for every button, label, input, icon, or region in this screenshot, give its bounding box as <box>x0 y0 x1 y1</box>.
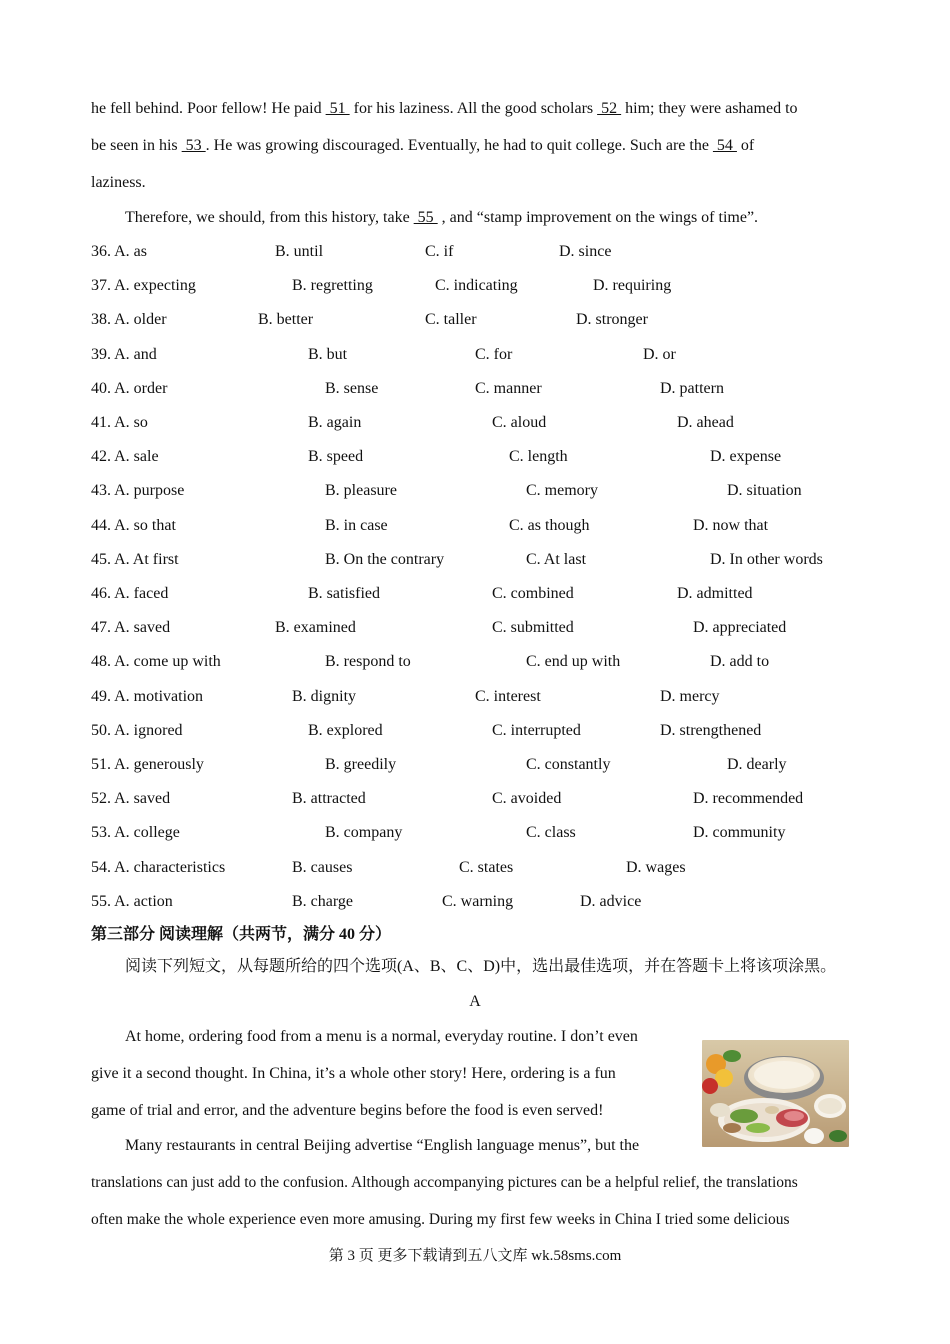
option-a-text: A. so <box>114 414 148 431</box>
option-c: C. end up with <box>526 653 621 670</box>
option-c: C. taller <box>425 311 477 328</box>
question-number: 48. <box>91 653 111 670</box>
text-run: , and “stamp improvement on the wings of time”. <box>437 209 759 226</box>
option-a <box>91 788 170 810</box>
option-b: B. On the contrary <box>325 551 445 568</box>
option-d: D. advice <box>580 893 642 910</box>
option-b: B. regretting <box>292 277 373 294</box>
option-a <box>91 617 170 639</box>
passage-line-4 <box>125 199 865 236</box>
question-row <box>91 720 859 742</box>
text-run: of <box>736 137 755 154</box>
option-d: D. requiring <box>593 277 672 294</box>
option-a <box>91 446 159 468</box>
question-number: 37. <box>91 277 111 294</box>
option-a-text: A. older <box>114 311 167 328</box>
section-heading: 第三部分 阅读理解（共两节，满分 40 分） <box>91 926 392 943</box>
question-number: 38. <box>91 311 111 328</box>
option-b: B. attracted <box>292 790 366 807</box>
option-b: B. better <box>258 311 314 328</box>
hotpot-illustration <box>702 1040 849 1147</box>
option-a-text: A. order <box>114 380 168 397</box>
option-d: D. wages <box>626 859 686 876</box>
blank-51: 51 <box>325 100 350 117</box>
option-d: D. since <box>559 243 612 260</box>
option-c: C. memory <box>526 482 598 499</box>
blank-53: 53 <box>181 137 206 154</box>
question-number: 39. <box>91 346 111 363</box>
option-b: B. in case <box>325 517 388 534</box>
food-photo <box>702 1040 849 1147</box>
option-c: C. submitted <box>492 619 574 636</box>
option-a-text: A. expecting <box>114 277 196 294</box>
option-a-text: A. At first <box>114 551 179 568</box>
option-d: D. or <box>643 346 676 363</box>
option-c: C. class <box>526 824 576 841</box>
passage-line-1 <box>91 90 859 127</box>
option-c: C. states <box>459 859 514 876</box>
question-number: 51. <box>91 756 111 773</box>
question-row <box>91 344 859 366</box>
question-row <box>91 515 859 537</box>
option-c: C. if <box>425 243 454 260</box>
question-number: 47. <box>91 619 111 636</box>
passage-line-2 <box>91 127 859 164</box>
option-a <box>91 412 148 434</box>
question-number: 43. <box>91 482 111 499</box>
p2-line-2: translations can just add to the confusion. Although accompanying pictures can be a helpful relief, the translations <box>91 1174 798 1191</box>
question-number: 44. <box>91 517 111 534</box>
option-a-text: A. so that <box>114 517 176 534</box>
question-row <box>91 412 859 434</box>
option-c: C. avoided <box>492 790 562 807</box>
option-b: B. dignity <box>292 688 357 705</box>
question-number: 53. <box>91 824 111 841</box>
blank-52: 52 <box>597 100 622 117</box>
question-row <box>91 583 859 605</box>
option-b: B. respond to <box>325 653 411 670</box>
text-run: Therefore, we should, from this history, take <box>125 209 414 226</box>
option-a-text: A. ignored <box>114 722 183 739</box>
option-b: B. speed <box>308 448 364 465</box>
question-row <box>91 446 859 468</box>
p2-line-3: often make the whole experience even more amusing. During my first few weeks in China I tried some delicious <box>91 1211 790 1228</box>
option-b: B. but <box>308 346 348 363</box>
option-c: C. warning <box>442 893 514 910</box>
question-row <box>91 857 859 879</box>
option-b: B. examined <box>275 619 356 636</box>
question-number: 42. <box>91 448 111 465</box>
question-row <box>91 891 859 913</box>
option-a <box>91 822 180 844</box>
option-c: C. At last <box>526 551 587 568</box>
section-instruction: 阅读下列短文，从每题所给的四个选项(A、B、C、D)中，选出最佳选项，并在答题卡上将该项涂黑。 <box>125 958 837 975</box>
question-row <box>91 617 859 639</box>
p1-line-1: At home, ordering food from a menu is a normal, everyday routine. I don’t even <box>125 1028 638 1045</box>
option-a <box>91 720 183 742</box>
option-d: D. In other words <box>710 551 823 568</box>
question-row <box>91 378 859 400</box>
passage-label: A <box>469 993 481 1010</box>
option-d: D. admitted <box>677 585 753 602</box>
question-number: 55. <box>91 893 111 910</box>
question-number: 54. <box>91 859 111 876</box>
option-c: C. interrupted <box>492 722 581 739</box>
option-d: D. community <box>693 824 786 841</box>
option-a-text: A. and <box>114 346 157 363</box>
question-row <box>91 651 859 673</box>
option-a-text: A. action <box>114 893 173 910</box>
option-a-text: A. saved <box>114 619 171 636</box>
option-b: B. satisfied <box>308 585 380 602</box>
option-d: D. add to <box>710 653 770 670</box>
question-row <box>91 549 859 571</box>
question-row <box>91 788 859 810</box>
option-d: D. ahead <box>677 414 734 431</box>
option-b: B. charge <box>292 893 354 910</box>
option-a <box>91 583 168 605</box>
text-run: him; they were ashamed to <box>621 100 798 117</box>
option-b: B. sense <box>325 380 379 397</box>
option-d: D. pattern <box>660 380 724 397</box>
text-run: he fell behind. Poor fellow! He paid <box>91 100 326 117</box>
option-a-text: A. generously <box>114 756 204 773</box>
question-number: 41. <box>91 414 111 431</box>
question-row <box>91 480 859 502</box>
question-number: 45. <box>91 551 111 568</box>
option-d: D. now that <box>693 517 769 534</box>
option-d: D. dearly <box>727 756 787 773</box>
option-a-text: A. saved <box>114 790 171 807</box>
option-a-text: A. come up with <box>114 653 221 670</box>
option-b: B. pleasure <box>325 482 397 499</box>
option-d: D. recommended <box>693 790 804 807</box>
option-d: D. expense <box>710 448 782 465</box>
option-a <box>91 891 173 913</box>
option-a <box>91 651 221 673</box>
option-c: C. manner <box>475 380 542 397</box>
option-b: B. greedily <box>325 756 397 773</box>
option-d: D. stronger <box>576 311 648 328</box>
option-b: B. company <box>325 824 403 841</box>
option-c: C. interest <box>475 688 541 705</box>
question-number: 50. <box>91 722 111 739</box>
option-a <box>91 857 225 879</box>
option-a-text: A. sale <box>114 448 159 465</box>
option-c: C. length <box>509 448 568 465</box>
text-run: be seen in his <box>91 137 182 154</box>
option-a-text: A. motivation <box>114 688 204 705</box>
question-number: 49. <box>91 688 111 705</box>
passage-line-3: laziness. <box>91 174 146 191</box>
question-row <box>91 275 859 297</box>
question-number: 36. <box>91 243 111 260</box>
question-row <box>91 822 859 844</box>
option-a-text: A. college <box>114 824 180 841</box>
option-b: B. until <box>275 243 324 260</box>
blank-55: 55 <box>413 209 438 226</box>
option-a <box>91 241 147 263</box>
p2-line-1: Many restaurants in central Beijing advertise “English language menus”, but the <box>125 1137 640 1154</box>
option-a <box>91 754 204 776</box>
option-b: B. causes <box>292 859 353 876</box>
option-a <box>91 549 179 571</box>
question-row <box>91 309 859 331</box>
blank-54: 54 <box>712 137 737 154</box>
option-d: D. strengthened <box>660 722 762 739</box>
option-a <box>91 378 167 400</box>
page-footer: 第 3 页 更多下载请到五八文库 wk.58sms.com <box>328 1248 622 1264</box>
option-b: B. again <box>308 414 362 431</box>
p1-line-3: game of trial and error, and the adventure begins before the food is even served! <box>91 1102 604 1119</box>
option-a <box>91 344 157 366</box>
text-run: for his laziness. All the good scholars <box>349 100 598 117</box>
option-a-text: A. characteristics <box>114 859 226 876</box>
question-number: 52. <box>91 790 111 807</box>
option-d: D. mercy <box>660 688 720 705</box>
question-number: 40. <box>91 380 111 397</box>
option-c: C. combined <box>492 585 574 602</box>
option-d: D. appreciated <box>693 619 787 636</box>
option-a-text: A. faced <box>114 585 169 602</box>
option-a <box>91 480 184 502</box>
option-c: C. indicating <box>435 277 518 294</box>
question-row <box>91 241 859 263</box>
text-run: . He was growing discouraged. Eventually, he had to quit college. Such are the <box>205 137 713 154</box>
option-c: C. constantly <box>526 756 611 773</box>
option-c: C. aloud <box>492 414 547 431</box>
option-c: C. as though <box>509 517 590 534</box>
option-a <box>91 309 167 331</box>
question-number: 46. <box>91 585 111 602</box>
option-a-text: A. as <box>114 243 148 260</box>
option-a <box>91 515 176 537</box>
option-a <box>91 275 196 297</box>
option-a <box>91 686 203 708</box>
option-a-text: A. purpose <box>114 482 185 499</box>
question-row <box>91 754 859 776</box>
option-b: B. explored <box>308 722 383 739</box>
option-d: D. situation <box>727 482 802 499</box>
p1-line-2: give it a second thought. In China, it’s a whole other story! Here, ordering is a fun <box>91 1065 616 1082</box>
option-c: C. for <box>475 346 513 363</box>
question-row <box>91 686 859 708</box>
